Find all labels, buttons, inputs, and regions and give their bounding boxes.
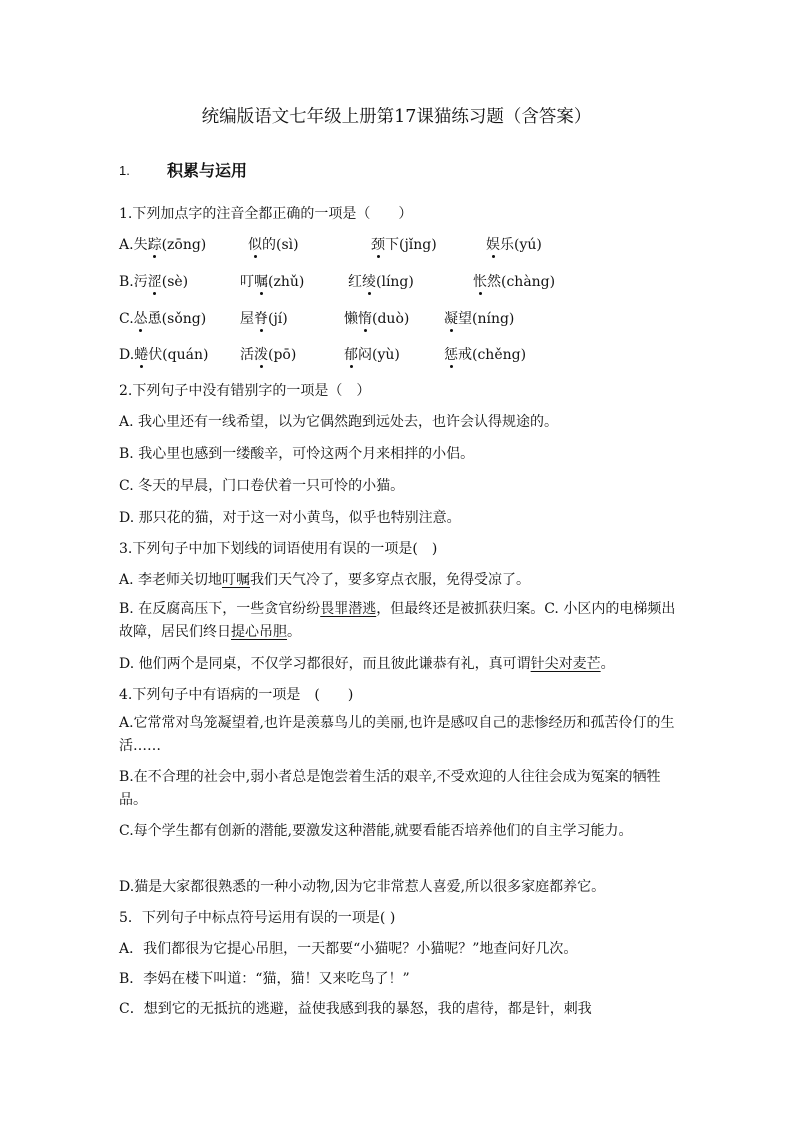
q1-d-item-4: 惩戒(chěng) — [444, 344, 526, 364]
q1-a-item-4: 娱乐(yú) — [486, 234, 542, 254]
q1-d-item-3: 郁闷(yù) — [344, 344, 400, 364]
q3-b-underlined: 畏罪潜逃 — [320, 601, 377, 617]
q2-option-a: A. 我心里还有一线希望，以为它偶然跑到远处去，也许会认得规途的。 — [119, 414, 559, 430]
section-number: 1. — [119, 163, 130, 178]
q2-option-c: C. 冬天的早晨，门口卷伏着一只可怜的小猫。 — [119, 478, 405, 494]
q5-option-b: B．李妈在楼下叫道：“猫，猫！又来吃鸟了！” — [119, 971, 410, 987]
q3-c-underlined: 提心吊胆 — [231, 624, 287, 640]
q2-option-b: B. 我心里也感到一缕酸辛，可怜这两个月来相拌的小侣。 — [119, 446, 475, 462]
q2-option-d: D. 那只花的猫，对于这一对小黄鸟，似乎也特别注意。 — [119, 510, 461, 526]
q4-option-a: A.它常常对鸟笼凝望着,也许是羡慕鸟儿的美丽,也许是感叹自己的悲惨经历和孤苦伶仃的生活…… — [119, 715, 675, 754]
q3-option-b-c: B. 在反腐高压下，一些贪官纷纷畏罪潜逃，但最终还是被抓获归案。C. 小区内的电梯频出故障，居民们终日提心吊胆。 — [119, 601, 676, 640]
q1-stem: 1.下列加点字的注音全都正确的一项是（ ） — [119, 206, 413, 222]
q3-d-underlined: 针尖对麦芒 — [530, 656, 601, 672]
section-title: 积累与运用 — [167, 161, 248, 180]
q1-b-item-4: 怅然(chàng) — [473, 271, 555, 291]
q5-option-a: A．我们都很为它提心吊胆，一天都要“小猫呢？小猫呢？”地查问好几次。 — [119, 941, 578, 957]
q4-option-c: C.每个学生都有创新的潜能,要激发这种潜能,就要看能否培养他们的自主学习能力。 — [119, 823, 633, 839]
q1-c-item-2: 屋脊(jí) — [240, 308, 288, 328]
q4-stem: 4.下列句子中有语病的一项是 ( ) — [119, 687, 354, 703]
q1-a-item-3: 颈下(jǐng) — [371, 234, 437, 254]
q1-b-item-1: B.污涩(sè) — [119, 271, 188, 291]
q3-a-underlined: 叮嘱 — [222, 572, 251, 588]
q2-stem: 2.下列句子中没有错别字的一项是（ ） — [119, 383, 371, 399]
q5-stem: 5．下列句子中标点符号运用有误的一项是( ) — [119, 910, 396, 926]
q1-b-item-2: 叮嘱(zhǔ) — [240, 271, 304, 291]
q3-option-a: A. 李老师关切地叮嘱我们天气冷了，要多穿点衣服，免得受凉了。 — [119, 572, 531, 588]
q1-a-item-2: 似的(sì) — [248, 234, 299, 254]
q4-option-b: B.在不合理的社会中,弱小者总是饱尝着生活的艰辛,不受欢迎的人往往会成为冤案的牺牲品。 — [119, 769, 661, 808]
q1-d-item-1: D.蜷伏(quán) — [119, 344, 208, 364]
q1-b-item-3: 红绫(líng) — [348, 271, 414, 291]
q1-c-item-4: 凝望(níng) — [444, 308, 514, 328]
q3-stem: 3.下列句子中加下划线的词语使用有误的一项是( ) — [119, 541, 438, 557]
q3-option-d: D. 他们两个是同桌，不仅学习都很好，而且彼此谦恭有礼，真可谓针尖对麦芒。 — [119, 656, 615, 672]
q1-c-item-1: C.怂恿(sǒng) — [119, 308, 206, 328]
q1-d-item-2: 活泼(pō) — [240, 344, 296, 364]
q1-a-item-1: A.失踪(zōng) — [119, 234, 206, 254]
page-title: 统编版语文七年级上册第17课猫练习题（含答案） — [201, 107, 592, 127]
q4-option-d: D.猫是大家都很熟悉的一种小动物,因为它非常惹人喜爱,所以很多家庭都养它。 — [119, 879, 606, 895]
q5-option-c: C．想到它的无抵抗的逃避，益使我感到我的暴怒，我的虐待，都是针，刺我 — [119, 1001, 592, 1017]
q1-c-item-3: 懒惰(duò) — [344, 308, 409, 328]
